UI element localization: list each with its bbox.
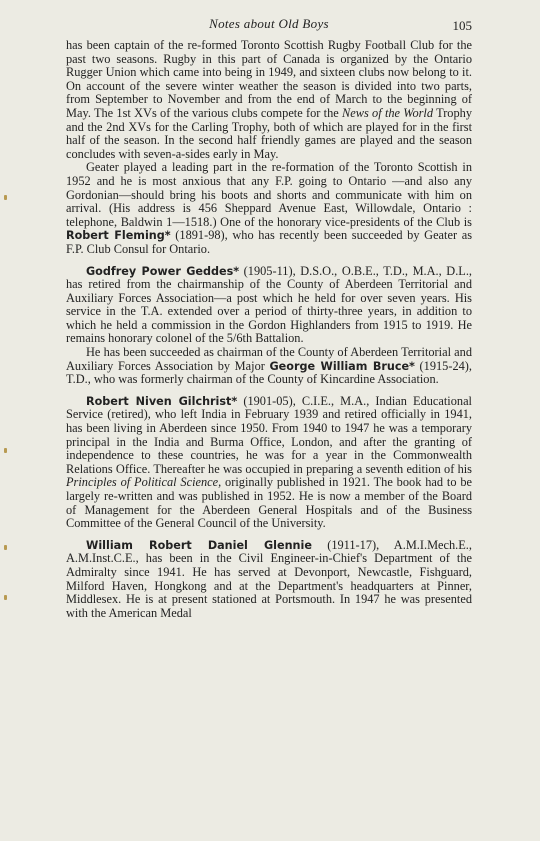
page-header bbox=[66, 14, 472, 34]
paragraph-text: (1915-24), T.D., who was formerly chairman of the County of Kincardine Association. bbox=[66, 358, 472, 387]
page-number: 105 bbox=[452, 18, 472, 33]
margin-mark bbox=[4, 545, 7, 550]
paragraph-text: Geater played a leading part in the re-formation of the Toronto Scottish in 1952 and he is most anxious that any F.P. going to Ontario —and also any Gordonian—should bring his boots and shorts and communicate with him on arrival. (His address is 456 Sheppard Avenue East, Willowdale, Ontario : telephone, Baldwin 1—1518.) One of the honorary vice-presidents of the Club is bbox=[66, 160, 472, 229]
paragraph-text: (1905-11), D.S.O., O.B.E., T.D., M.A., D.L., has retired from the chairmanship of the County of Aberdeen Territorial and Auxiliary Forces Association—a post which he held for over seven years. His service in the T.A. extended over a period of thirty-three years, in addition to which he held a commission in the Gordon Highlanders from 1915 to 1919. He remains honorary colonel of the 5/6th Battalion. bbox=[66, 263, 472, 346]
margin-mark bbox=[4, 195, 7, 200]
paragraph-text: (1901-05), C.I.E., M.A., Indian Educational Service (retired), who left India in February 1939 and retired officially in 1941, has been living in Aberdeen since 1950. From 1940 to 1947 he was a temporary principal in the India and Burma Office, London, and after the granting of independence to these countries, he was for a year in the Commonwealth Relations Office. Thereafter he was occupied in preparing a seventh edition of his bbox=[66, 393, 472, 476]
entry-gilchrist bbox=[66, 395, 472, 531]
book-title: Principles of Political Science, bbox=[66, 475, 222, 490]
paragraph-geater bbox=[66, 161, 472, 256]
newspaper-title: News of the World bbox=[342, 105, 434, 120]
paragraph-text: has been captain of the re-formed Toronto Scottish Rugby Football Club for the past two seasons. Rugby in this part of Canada is organized by the Ontario Rugger Union which came into being in 1949, and sixteen clubs now belong to it. On account of the severe winter weather the season is divided into two parts, from September to November and from the end of March to the beginning of May. The 1st XVs of the various clubs compete for the bbox=[66, 38, 472, 120]
person-name: Godfrey Power Geddes* bbox=[86, 264, 240, 278]
person-name: Robert Niven Gilchrist* bbox=[86, 394, 238, 408]
paragraph-rugby-club bbox=[66, 39, 472, 161]
margin-mark bbox=[4, 595, 7, 600]
entry-geddes bbox=[66, 265, 472, 347]
paragraph-text: Trophy and the 2nd XVs for the Carling Trophy, both of which are played for in the first half of the season. In the second half friendly games are played and the season concludes with seven-a-sides early in May. bbox=[66, 105, 472, 161]
paragraph-text: (1891-98), who has recently been succeeded by Geater as F.P. Club Consul for Ontario. bbox=[66, 228, 473, 256]
person-name: George William Bruce* bbox=[269, 359, 415, 373]
entry-glennie bbox=[66, 539, 472, 621]
paragraph-bruce bbox=[66, 346, 472, 387]
paragraph-text: originally published in 1921. The book had to be largely re-written and was published in 1952. He is now a member of the Board of Management for the Aberdeen General Hospitals and of the Business Committee of the General Council of the University. bbox=[66, 475, 473, 531]
paragraph-text: He has been succeeded as chairman of the County of Aberdeen Territorial and Auxiliary Forces Association by Major bbox=[66, 345, 472, 373]
running-head: Notes about Old Boys bbox=[209, 16, 329, 31]
paragraph-text: (1911-17), A.M.I.Mech.E., A.M.Inst.C.E., has been in the Civil Engineer-in-Chief's Department of the Admiralty since 1941. He has served at Devonport, Newcastle, Fishguard, Milford Haven, Hongkong and at the Department's headquarters at Pinner, Middlesex. He is at present stationed at Portsmouth. In 1947 he was presented with the American Medal bbox=[66, 537, 472, 620]
person-name: Robert Fleming* bbox=[66, 229, 171, 243]
page-body bbox=[66, 39, 472, 620]
person-name: William Robert Daniel Glennie bbox=[86, 538, 312, 552]
margin-mark bbox=[4, 448, 7, 453]
